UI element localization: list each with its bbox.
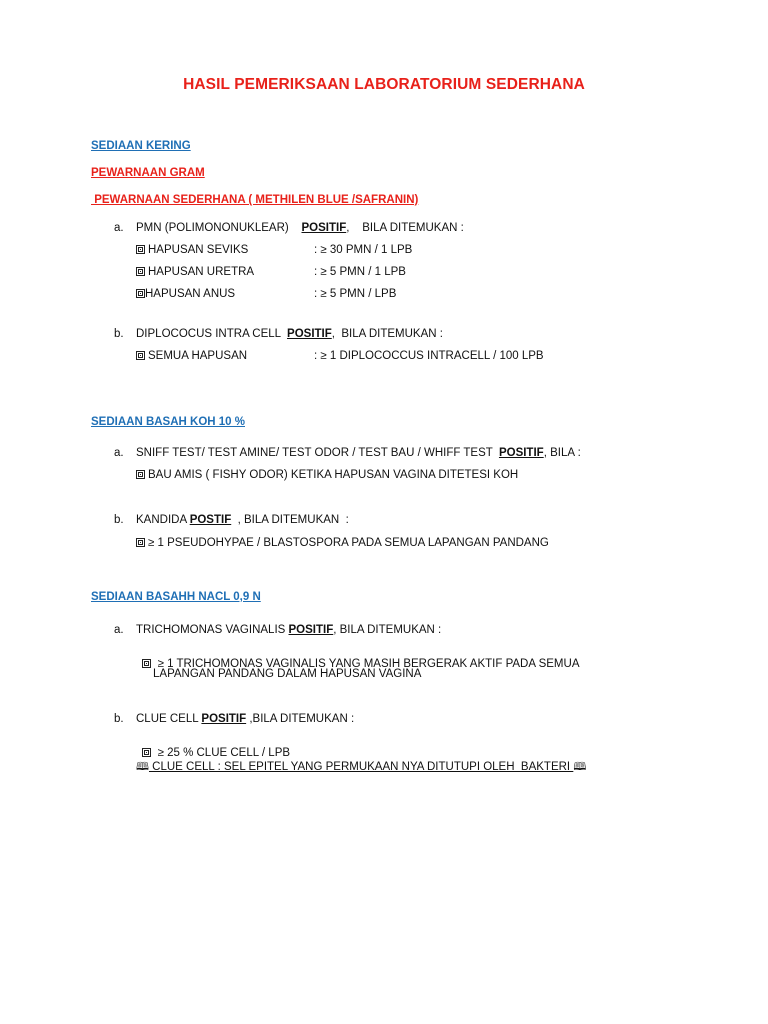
- item-trichomonas-text: TRICHOMONAS VAGINALIS: [136, 624, 289, 636]
- item-pmn-suffix: , BILA DITEMUKAN :: [346, 222, 464, 234]
- item-sniff-text: SNIFF TEST/ TEST AMINE/ TEST ODOR / TEST BAU / WHIFF TEST: [136, 447, 499, 459]
- row-text-continuation: LAPANGAN PANDANG DALAM HAPUSAN VAGINA: [153, 668, 422, 680]
- item-clue-suffix: ,BILA DITEMUKAN :: [246, 713, 355, 725]
- list-marker-a: a.: [114, 447, 124, 459]
- list-marker-a: a.: [114, 624, 124, 636]
- item-kandida-suffix: , BILA DITEMUKAN :: [231, 514, 349, 526]
- boxed-square-bullet-icon: [136, 538, 145, 547]
- item-sniff-test: [136, 447, 581, 459]
- row-text: ≥ 25 % CLUE CELL / LPB: [154, 747, 291, 759]
- list-item: [136, 469, 518, 481]
- page-title: HASIL PEMERIKSAAN LABORATORIUM SEDERHANA: [183, 76, 585, 93]
- clue-cell-note: [136, 758, 586, 777]
- boxed-square-bullet-icon: [136, 289, 145, 298]
- list-marker-b: b.: [114, 713, 124, 725]
- row-value: : ≥ 5 PMN / LPB: [314, 288, 397, 300]
- open-book-icon: 🕮: [136, 761, 149, 773]
- row-text: ≥ 1 TRICHOMONAS VAGINALIS YANG MASIH BERGERAK AKTIF PADA SEMUA: [154, 658, 580, 670]
- heading-sediaan-kering: SEDIAAN KERING: [91, 140, 191, 152]
- row-label: HAPUSAN SEVIKS: [148, 244, 249, 256]
- item-pmn-text: PMN (POLIMONONUKLEAR): [136, 222, 302, 234]
- item-trichomonas-suffix: , BILA DITEMUKAN :: [333, 624, 442, 636]
- item-diplococus: [136, 328, 443, 340]
- list-item: [136, 244, 412, 256]
- open-book-icon: 🕮: [573, 761, 587, 773]
- positif-label: POSITIF: [498, 447, 544, 459]
- list-item: [136, 537, 549, 549]
- item-kandida-text: KANDIDA: [136, 514, 190, 526]
- positif-label: POSTIF: [189, 514, 232, 526]
- boxed-square-bullet-icon: [142, 748, 151, 757]
- row-label: HAPUSAN ANUS: [145, 288, 236, 300]
- list-marker-b: b.: [114, 514, 124, 526]
- item-diplococus-suffix: , BILA DITEMUKAN :: [331, 328, 443, 340]
- item-diplococus-text: DIPLOCOCUS INTRA CELL: [136, 328, 288, 340]
- list-item: [136, 288, 396, 300]
- item-clue-cell: [136, 713, 354, 725]
- list-item: [136, 735, 290, 759]
- positif-label: POSITIF: [287, 328, 332, 340]
- item-sniff-suffix: , BILA :: [543, 447, 581, 459]
- item-pmn: [136, 222, 464, 234]
- heading-sediaan-basah-koh: SEDIAAN BASAH KOH 10 %: [91, 416, 245, 428]
- positif-label: POSITIF: [301, 222, 347, 234]
- heading-pewarnaan-sederhana: PEWARNAAN SEDERHANA ( METHILEN BLUE /SAFRANIN): [91, 194, 419, 206]
- list-item: [136, 266, 406, 278]
- boxed-square-bullet-icon: [136, 470, 145, 479]
- row-value: : ≥ 5 PMN / 1 LPB: [314, 266, 406, 278]
- boxed-square-bullet-icon: [136, 351, 145, 360]
- row-label: SEMUA HAPUSAN: [148, 350, 248, 362]
- clue-cell-note-text: CLUE CELL : SEL EPITEL YANG PERMUKAAN NYA DITUTUPI OLEH BAKTERI: [148, 761, 574, 773]
- list-marker-a: a.: [114, 222, 124, 234]
- row-value: : ≥ 30 PMN / 1 LPB: [314, 244, 413, 256]
- list-marker-b: b.: [114, 328, 124, 340]
- list-item: [136, 646, 580, 670]
- positif-label: POSITIF: [288, 624, 334, 636]
- row-value: : ≥ 1 DIPLOCOCCUS INTRACELL / 100 LPB: [314, 350, 544, 362]
- heading-sediaan-basahh-nacl: SEDIAAN BASAHH NACL 0,9 N: [91, 591, 261, 603]
- boxed-square-bullet-icon: [136, 267, 145, 276]
- boxed-square-bullet-icon: [136, 245, 145, 254]
- list-item: [136, 350, 544, 362]
- item-trichomonas: [136, 624, 441, 636]
- boxed-square-bullet-icon: [142, 659, 151, 668]
- row-text: BAU AMIS ( FISHY ODOR) KETIKA HAPUSAN VAGINA DITETESI KOH: [148, 469, 519, 481]
- positif-label: POSITIF: [201, 713, 247, 725]
- item-clue-text: CLUE CELL: [136, 713, 202, 725]
- item-kandida: [136, 514, 349, 526]
- row-text: ≥ 1 PSEUDOHYPAE / BLASTOSPORA PADA SEMUA LAPANGAN PANDANG: [148, 537, 549, 549]
- row-label: HAPUSAN URETRA: [148, 266, 255, 278]
- heading-pewarnaan-gram: PEWARNAAN GRAM: [91, 167, 205, 179]
